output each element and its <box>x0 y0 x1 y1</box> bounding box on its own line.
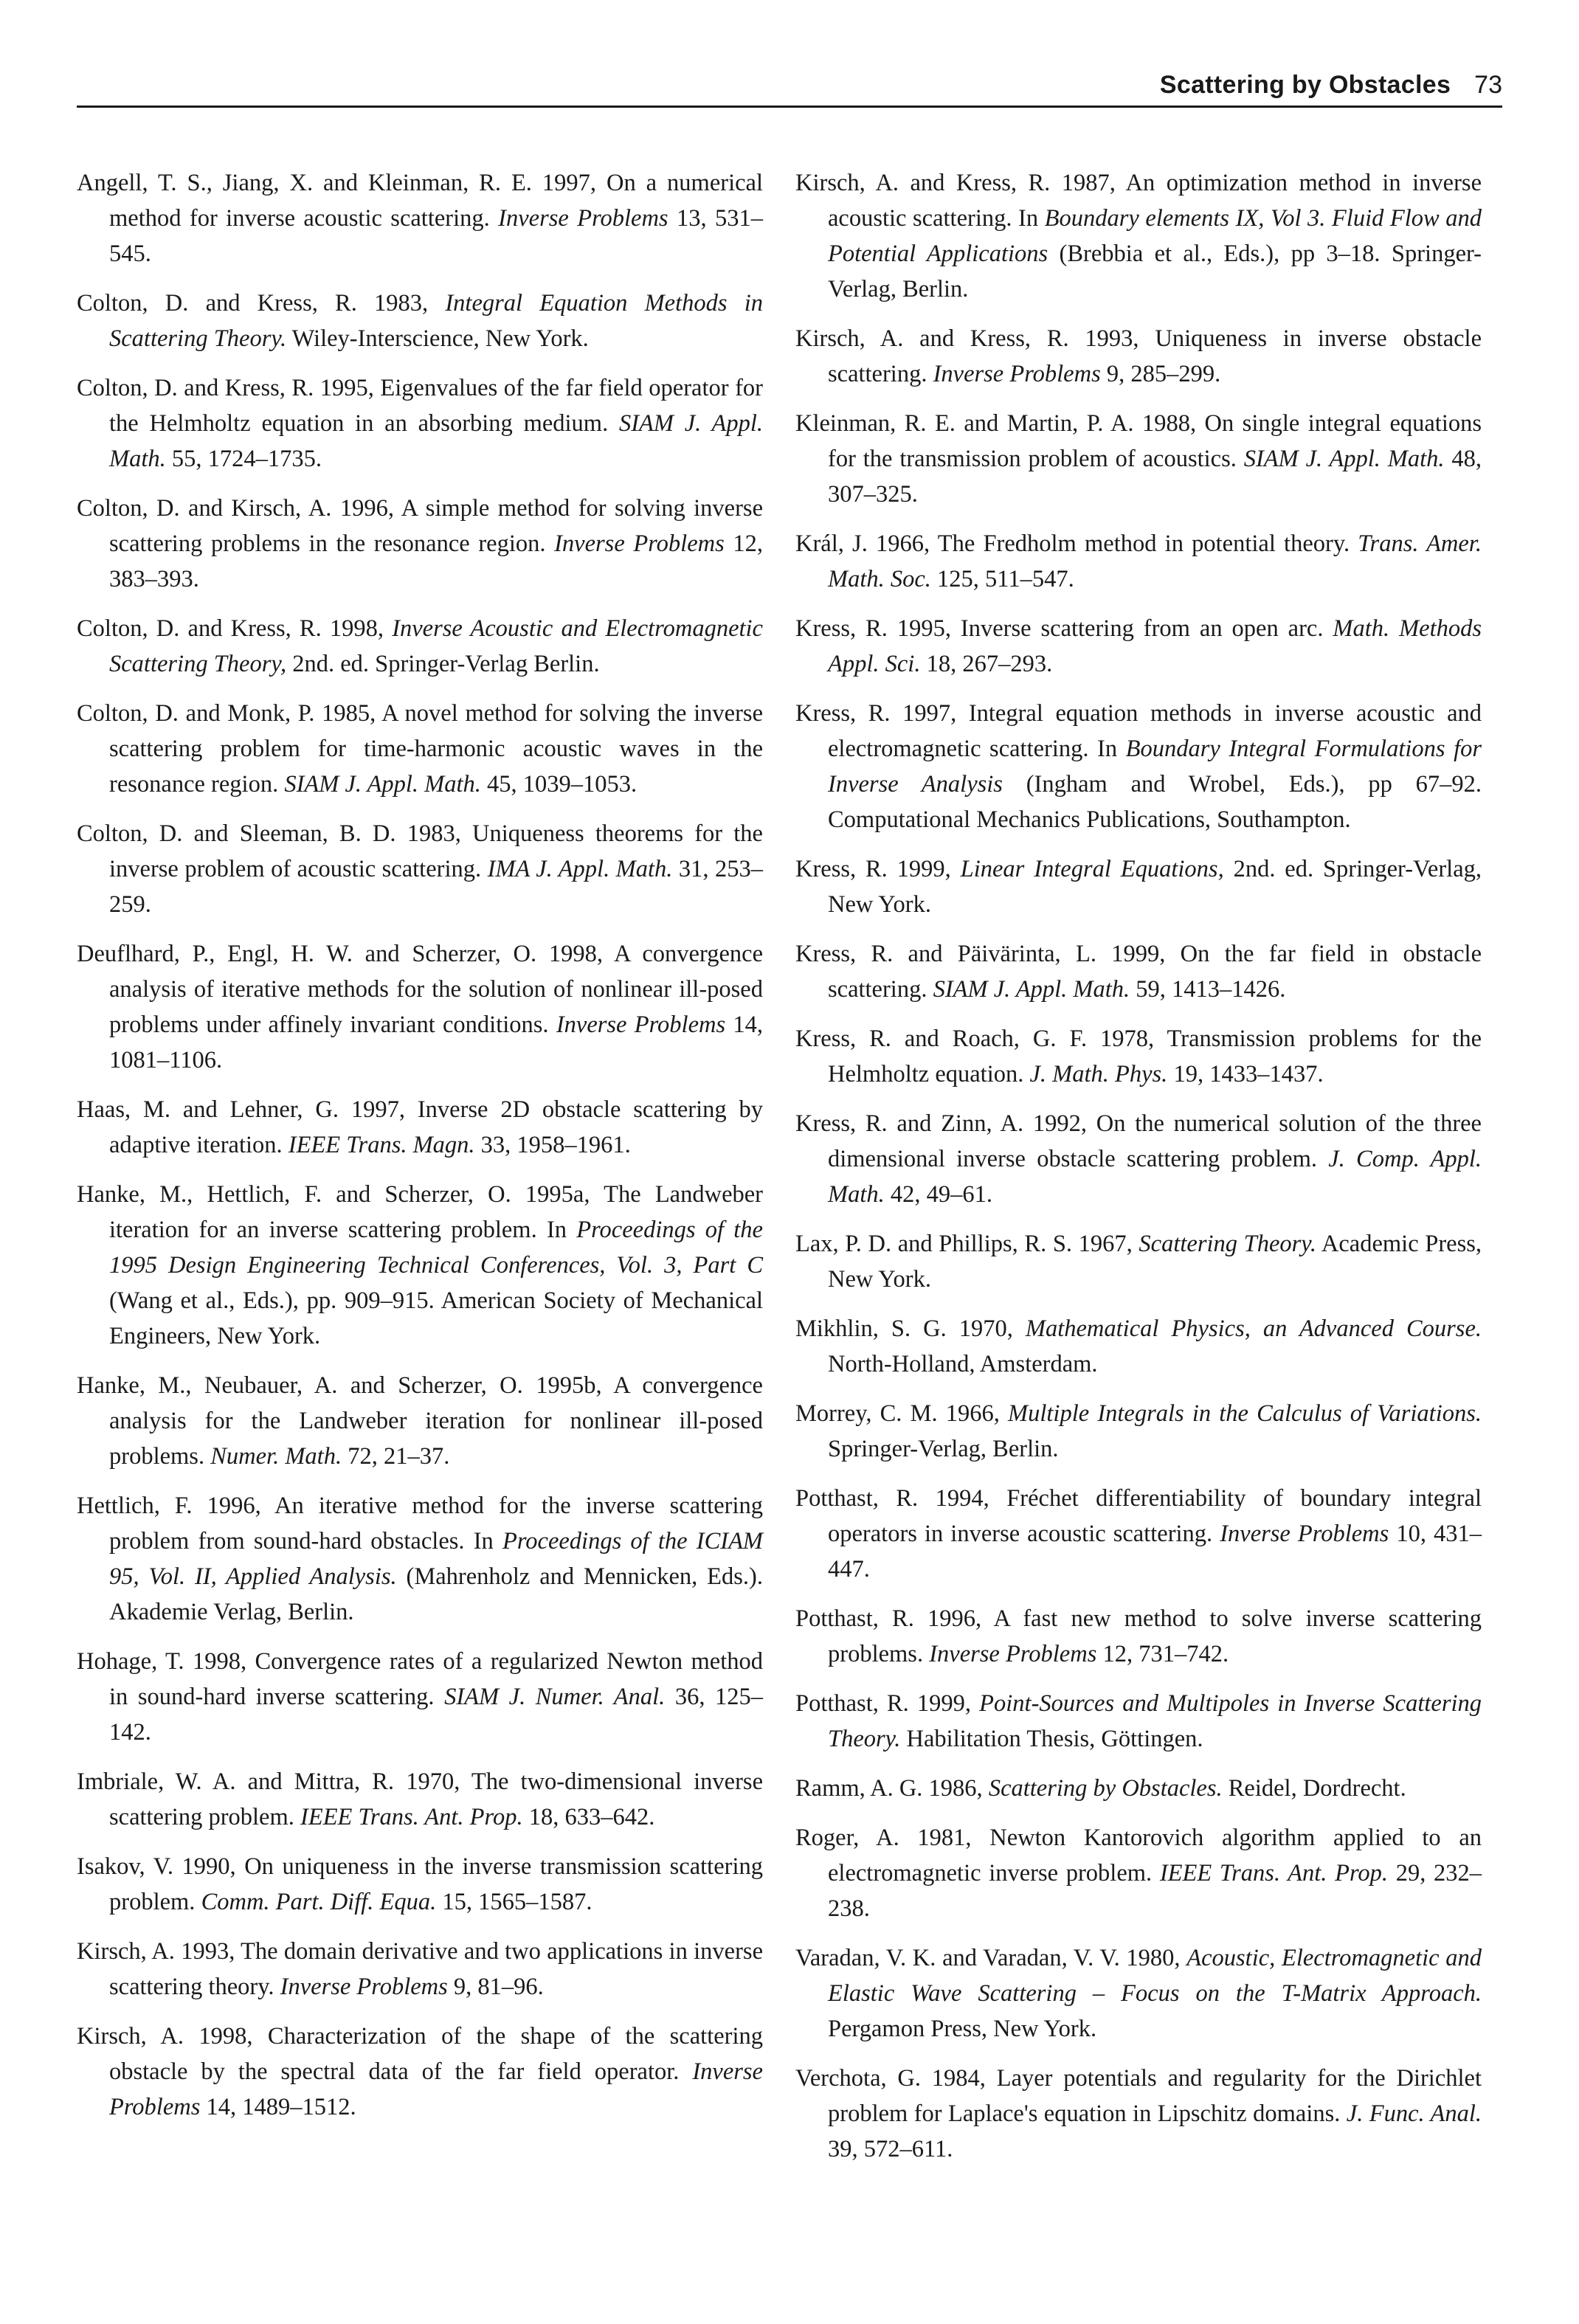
reference-text: Deuflhard, P., Engl, H. W. and Scherzer, O. 1998, A convergence analysis of iterative methods for the solution of nonlinear ill-posed problems under affinely invariant conditions. <box>77 941 763 1038</box>
reference-text: Kirsch, A. 1998, Characterization of the shape of the scattering obstacle by the spectral data of the far field operator. <box>77 2023 763 2085</box>
reference-text: Roger, A. 1981, Newton Kantorovich algorithm applied to an electromagnetic inverse problem. <box>795 1825 1482 1886</box>
reference-entry <box>77 1368 763 1474</box>
reference-text: Colton, D. and Kress, R. 1998, <box>77 615 393 642</box>
reference-text: 33, 1958–1961. <box>474 1132 631 1158</box>
reference-entry <box>795 406 1482 512</box>
reference-text: Kleinman, R. E. and Martin, P. A. 1988, On single integral equations for the transmission problem of acoustics. <box>795 410 1482 472</box>
reference-text: Pergamon Press, New York. <box>828 2016 1097 2042</box>
reference-text: Hettlich, F. 1996, An iterative method for the inverse scattering problem from sound-hard obstacles. In <box>77 1493 763 1554</box>
reference-title-italic: Inverse Problems <box>280 1974 448 2000</box>
reference-text: Colton, D. and Kress, R. 1983, <box>77 290 446 317</box>
reference-entry <box>795 1481 1482 1587</box>
reference-entry <box>77 2019 763 2125</box>
reference-entry <box>77 286 763 356</box>
reference-text: 12, 731–742. <box>1096 1641 1229 1667</box>
reference-title-italic: Inverse Problems <box>1220 1521 1389 1547</box>
reference-text: Kress, R. 1997, Integral equation methods in inverse acoustic and electromagnetic scattering. In <box>795 700 1482 762</box>
reference-entry <box>77 936 763 1078</box>
reference-entry <box>77 1092 763 1163</box>
reference-title-italic: SIAM J. Appl. Math. <box>284 771 481 798</box>
reference-title-italic: J. Math. Phys. <box>1029 1061 1168 1087</box>
reference-text: Isakov, V. 1990, On uniqueness in the inverse transmission scattering problem. <box>77 1853 763 1915</box>
reference-entry <box>795 1601 1482 1672</box>
reference-entry <box>77 696 763 802</box>
reference-entry <box>77 611 763 682</box>
reference-title-italic: Proceedings of the ICIAM 95, Vol. II, Applied Analysis. <box>109 1528 764 1590</box>
reference-entry <box>795 165 1482 307</box>
reference-text: Habilitation Thesis, Göttingen. <box>900 1726 1203 1752</box>
reference-entry <box>795 1311 1482 1382</box>
reference-text: Haas, M. and Lehner, G. 1997, Inverse 2D obstacle scattering by adaptive iteration. <box>77 1096 763 1158</box>
reference-text: 125, 511–547. <box>930 566 1074 592</box>
reference-text: 2nd. ed. Springer-Verlag, New York. <box>828 856 1482 918</box>
reference-text: Varadan, V. K. and Varadan, V. V. 1980, <box>795 1945 1187 1971</box>
running-header <box>77 63 1502 108</box>
reference-title-italic: SIAM J. Appl. Math. <box>109 410 763 472</box>
page-number: 73 <box>1474 71 1502 99</box>
reference-text: Kirsch, A. and Kress, R. 1993, Uniqueness in inverse obstacle scattering. <box>795 325 1482 387</box>
reference-title-italic: Inverse Problems <box>498 205 668 232</box>
reference-text: 15, 1565–1587. <box>436 1889 592 1915</box>
reference-title-italic: Multiple Integrals in the Calculus of Variations. <box>1008 1400 1482 1427</box>
reference-title-italic: IEEE Trans. Ant. Prop. <box>1159 1860 1389 1886</box>
reference-text: Colton, D. and Sleeman, B. D. 1983, Uniqueness theorems for the inverse problem of acoustic scattering. <box>77 820 763 882</box>
reference-text: Kirsch, A. and Kress, R. 1987, An optimization method in inverse acoustic scattering. In <box>795 170 1482 232</box>
reference-title-italic: Numer. Math. <box>210 1443 342 1470</box>
reference-title-italic: Point-Sources and Multipoles in Inverse Scattering Theory. <box>828 1690 1482 1752</box>
reference-text: Potthast, R. 1999, <box>795 1690 980 1717</box>
reference-text: 10, 431–447. <box>828 1521 1482 1583</box>
reference-text: 12, 383–393. <box>109 530 763 592</box>
reference-text: 2nd. ed. Springer-Verlag Berlin. <box>286 651 600 677</box>
reference-title-italic: Scattering Theory. <box>1139 1231 1317 1257</box>
reference-text: Mikhlin, S. G. 1970, <box>795 1315 1026 1342</box>
reference-text: Wiley-Interscience, New York. <box>286 325 589 352</box>
reference-entry <box>795 526 1482 597</box>
reference-text: 13, 531–545. <box>109 205 764 267</box>
reference-entry <box>77 816 763 922</box>
reference-entry <box>77 491 763 597</box>
reference-text: Král, J. 1966, The Fredholm method in potential theory. <box>795 530 1358 557</box>
reference-text: Kirsch, A. 1993, The domain derivative and two applications in inverse scattering theory. <box>77 1938 763 2000</box>
reference-text: Kress, R. and Roach, G. F. 1978, Transmission problems for the Helmholtz equation. <box>795 1026 1482 1087</box>
reference-text: 36, 125–142. <box>109 1684 764 1746</box>
reference-text: 14, 1081–1106. <box>109 1011 764 1073</box>
reference-entry <box>795 1396 1482 1467</box>
reference-text: Kress, R. 1995, Inverse scattering from an open arc. <box>795 615 1333 642</box>
references-right-column <box>795 165 1482 2181</box>
reference-text: Potthast, R. 1994, Fréchet differentiability of boundary integral operators in inverse acoustic scattering. <box>795 1485 1482 1547</box>
reference-entry <box>795 611 1482 682</box>
reference-title-italic: Math. Methods Appl. Sci. <box>828 615 1482 677</box>
reference-title-italic: IEEE Trans. Magn. <box>288 1132 475 1158</box>
reference-text: (Brebbia et al., Eds.), pp 3–18. Springer-Verlag, Berlin. <box>828 241 1482 302</box>
reference-text: 45, 1039–1053. <box>480 771 638 798</box>
reference-title-italic: J. Comp. Appl. Math. <box>828 1146 1482 1208</box>
reference-entry <box>77 165 763 272</box>
reference-text: Morrey, C. M. 1966, <box>795 1400 1009 1427</box>
reference-text: 42, 49–61. <box>884 1181 992 1208</box>
reference-entry <box>795 321 1482 392</box>
reference-text: 48, 307–325. <box>828 446 1482 508</box>
reference-text: Colton, D. and Kirsch, A. 1996, A simple method for solving inverse scattering problems in the resonance region. <box>77 495 763 557</box>
reference-entry <box>77 1934 763 2005</box>
reference-title-italic: IEEE Trans. Ant. Prop. <box>300 1804 523 1830</box>
reference-text: 18, 267–293. <box>920 651 1053 677</box>
reference-text: Colton, D. and Kress, R. 1995, Eigenvalues of the far field operator for the Helmholtz equation in an absorbing medium. <box>77 375 763 437</box>
references-left-column <box>77 165 763 2139</box>
reference-text: Kress, R. 1999, <box>795 856 961 882</box>
reference-entry <box>795 1820 1482 1926</box>
reference-entry <box>77 1644 763 1750</box>
reference-text: Ramm, A. G. 1986, <box>795 1775 989 1802</box>
reference-title-italic: Boundary Integral Formulations for Inverse Analysis <box>828 736 1482 798</box>
reference-text: Verchota, G. 1984, Layer potentials and regularity for the Dirichlet problem for Laplace's equation in Lipschitz domains. <box>795 2065 1482 2127</box>
reference-text: 72, 21–37. <box>342 1443 450 1470</box>
reference-title-italic: Inverse Problems <box>554 530 725 557</box>
reference-text: Academic Press, New York. <box>828 1231 1482 1293</box>
reference-text: 19, 1433–1437. <box>1167 1061 1324 1087</box>
reference-entry <box>795 1226 1482 1297</box>
reference-text: Kress, R. and Päivärinta, L. 1999, On the far field in obstacle scattering. <box>795 941 1482 1003</box>
reference-entry <box>795 696 1482 837</box>
reference-title-italic: Inverse Acoustic and Electromagnetic Scattering Theory, <box>109 615 763 677</box>
reference-text: Lax, P. D. and Phillips, R. S. 1967, <box>795 1231 1139 1257</box>
reference-title-italic: IMA J. Appl. Math. <box>487 856 673 882</box>
reference-title-italic: SIAM J. Appl. Math. <box>933 976 1130 1003</box>
reference-entry <box>77 370 763 477</box>
reference-title-italic: Trans. Amer. Math. Soc. <box>828 530 1482 592</box>
reference-text: Springer-Verlag, Berlin. <box>828 1436 1059 1462</box>
reference-text: Hohage, T. 1998, Convergence rates of a regularized Newton method in sound-hard inverse scattering. <box>77 1648 763 1710</box>
reference-entry <box>795 1940 1482 2047</box>
reference-entry <box>795 1021 1482 1092</box>
reference-title-italic: Inverse Problems <box>109 2058 763 2120</box>
reference-entry <box>795 851 1482 922</box>
reference-title-italic: Integral Equation Methods in Scattering Theory. <box>109 290 763 352</box>
reference-title-italic: Inverse Problems <box>556 1011 726 1038</box>
reference-text: (Mahrenholz and Mennicken, Eds.). Akademie Verlag, Berlin. <box>109 1563 763 1625</box>
reference-text: (Ingham and Wrobel, Eds.), pp 67–92. Computational Mechanics Publications, Southampton. <box>828 771 1482 833</box>
reference-text: Colton, D. and Monk, P. 1985, A novel method for solving the inverse scattering problem for time-harmonic acoustic waves in the resonance region. <box>77 700 763 798</box>
reference-title-italic: Scattering by Obstacles. <box>988 1775 1223 1802</box>
reference-text: Kress, R. and Zinn, A. 1992, On the numerical solution of the three dimensional inverse obstacle scattering problem. <box>795 1110 1482 1172</box>
reference-entry <box>795 936 1482 1007</box>
reference-text: 59, 1413–1426. <box>1130 976 1286 1003</box>
reference-text: Imbriale, W. A. and Mittra, R. 1970, The two-dimensional inverse scattering problem. <box>77 1768 763 1830</box>
reference-text: Angell, T. S., Jiang, X. and Kleinman, R. E. 1997, On a numerical method for inverse acoustic scattering. <box>77 170 763 232</box>
reference-title-italic: Inverse Problems <box>933 361 1101 387</box>
reference-text: Hanke, M., Hettlich, F. and Scherzer, O. 1995a, The Landweber iteration for an inverse scattering problem. In <box>77 1181 763 1243</box>
reference-entry <box>795 1106 1482 1212</box>
reference-title-italic: Mathematical Physics, an Advanced Course. <box>1025 1315 1482 1342</box>
reference-title-italic: Comm. Part. Diff. Equa. <box>201 1889 437 1915</box>
reference-title-italic: Boundary elements IX, Vol 3. Fluid Flow and Potential Applications <box>828 205 1482 267</box>
reference-entry <box>77 1849 763 1920</box>
reference-title-italic: J. Func. Anal. <box>1346 2100 1482 2127</box>
reference-entry <box>795 1771 1482 1806</box>
reference-entry <box>795 2061 1482 2167</box>
reference-entry <box>795 1686 1482 1757</box>
reference-text: 39, 572–611. <box>828 2136 953 2162</box>
reference-text: 29, 232–238. <box>828 1860 1482 1922</box>
reference-text: 55, 1724–1735. <box>165 446 322 472</box>
reference-title-italic: SIAM J. Numer. Anal. <box>444 1684 666 1710</box>
reference-text: (Wang et al., Eds.), pp. 909–915. American Society of Mechanical Engineers, New York. <box>109 1287 763 1349</box>
reference-text: 14, 1489–1512. <box>200 2094 356 2120</box>
reference-title-italic: Inverse Problems <box>929 1641 1097 1667</box>
reference-text: 18, 633–642. <box>522 1804 655 1830</box>
reference-text: Reidel, Dordrecht. <box>1222 1775 1406 1802</box>
reference-text: 9, 285–299. <box>1100 361 1221 387</box>
reference-text: Hanke, M., Neubauer, A. and Scherzer, O. 1995b, A convergence analysis for the Landweber iteration for nonlinear ill-posed problems. <box>77 1372 763 1470</box>
reference-text: Potthast, R. 1996, A fast new method to solve inverse scattering problems. <box>795 1605 1482 1667</box>
reference-entry <box>77 1764 763 1835</box>
reference-text: North-Holland, Amsterdam. <box>828 1351 1098 1377</box>
running-title: Scattering by Obstacles <box>1159 71 1451 99</box>
reference-text: 31, 253–259. <box>109 856 763 918</box>
reference-entry <box>77 1488 763 1630</box>
reference-title-italic: Proceedings of the 1995 Design Engineering Technical Conferences, Vol. 3, Part C <box>109 1217 763 1279</box>
reference-text: 9, 81–96. <box>447 1974 544 2000</box>
reference-title-italic: SIAM J. Appl. Math. <box>1243 446 1445 472</box>
reference-title-italic: Linear Integral Equations, <box>960 856 1224 882</box>
reference-entry <box>77 1177 763 1354</box>
reference-title-italic: Acoustic, Electromagnetic and Elastic Wave Scattering – Focus on the T-Matrix Approach. <box>828 1945 1482 2007</box>
